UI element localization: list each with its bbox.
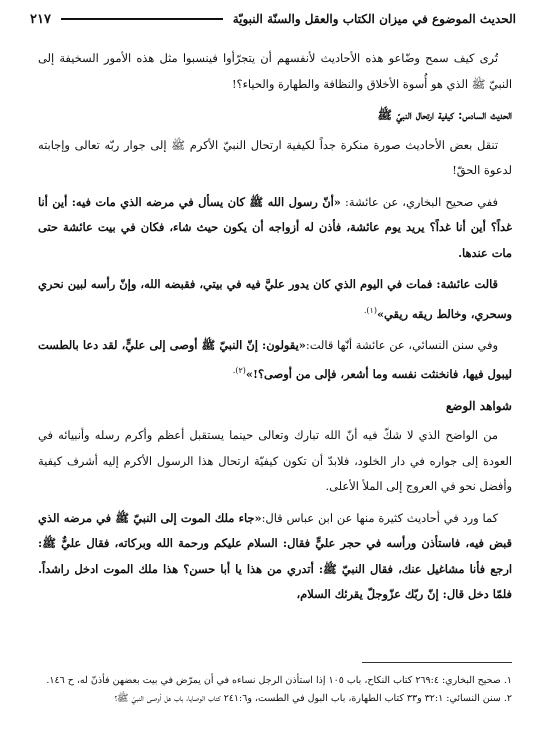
hadith-quote-3: «يقولون: إنّ النبيّ ﷺ أوصى إلى عليٍّ، لقد دعا بالطست ليبول فيها، فانخنثت نفسه وما أشعر، فإلى من أوصى؟!» <box>38 337 512 382</box>
hadith-quote-2: قالت عائشة: فمات في اليوم الذي كان يدور عليَّ فيه في بيتي، فقبضه الله، وإنّ رأسه لبين نحري وسحري، وخالط ريقه ريقي» <box>38 277 512 321</box>
running-title: الحديث الموضوع في ميزان الكتاب والعقل والسنّة النبويّة <box>232 12 516 26</box>
paragraph-7 <box>38 506 512 608</box>
paragraph-2: تنقل بعض الأحاديث صورة منكرة جداً لكيفية ارتحال النبيّ الأكرم ﷺ إلى جوار ربّه تعالى وإجابته لدعوة الحقّ! <box>38 137 512 177</box>
paragraph-6: من الواضح الذي لا شكّ فيه أنّ الله تبارك وتعالى حينما يستقبل أعظم وأكرم رسله وأنبيائه في العودة إلى جواره في دار الخلود، فلابدّ أن تكون كيفيّة ارتحال هذا الرسول الأكرم إليه أشرف كيفية وأفضل نحو في العروج إلى الملأ الأعلى. <box>38 428 512 494</box>
main-text <box>38 46 512 614</box>
hadith-quote-1: «أنّ رسول الله ﷺ كان يسأل في مرضه الذي مات فيه: أين أنا غداً؟ أين أنا غداً؟ يريد يوم عائشة، فأذن له أزواجه أن يكون حيث شاء، فكان في بيت عائشة حتى مات عندها. <box>38 194 512 260</box>
paragraph-1: تُرى كيف سمح وضّاعو هذه الأحاديث لأنفسهم أن يتجرّأوا فينسبوا مثل هذه الأمور السخيفة إلى النبيّ ﷺ الذي هو أُسوة الأخلاق والنظافة والطهارة والحياء؟! <box>38 51 512 91</box>
footnotes <box>30 672 512 708</box>
footnote-2: ٢. سنن النسائي: ٣٢:١ و٣٣ كتاب الطهارة، باب البول في الطست، و٢٤١:٦ كتاب الوصايا، باب هل أوصى النبيّ ﷺ؟ <box>114 693 512 704</box>
paragraph-4 <box>38 272 512 327</box>
paragraph-5 <box>38 333 512 388</box>
header-rule <box>61 18 223 20</box>
footnote-ref-1: (١). <box>363 305 377 315</box>
footnote-1: ١. صحيح البخاري: ٢٦٩:٤ كتاب النكاح، باب ١٠٥ إذا استأذن الرجل نساءه في أن يمرّض في بيت بعضهن فأذنّ له، ح ١٤٦. <box>46 675 512 686</box>
footnote-ref-2: (٢). <box>232 366 246 376</box>
footnote-rule <box>362 662 512 663</box>
paragraph-3 <box>38 190 512 267</box>
section-heading-2: شواهد الوضع <box>445 398 512 413</box>
paragraph-3-intro: ففي صحيح البخاري، عن عائشة: <box>345 194 499 209</box>
paragraph-7-intro: كما ورد في أحاديث كثيرة منها عن ابن عباس قال: <box>261 510 498 525</box>
page-header <box>30 8 516 30</box>
section-heading-1: الحديث السادس: كيفية ارتحال النبيّ ﷺ <box>377 108 512 122</box>
hadith-quote-4: «جاء ملك الموت إلى النبيّ ﷺ في مرضه الذي قبض فيه، فاستأذن ورأسه في حجر عليٍّ فقال: السلام عليكم ورحمة الله وبركاته، فقال عليٌّ ﷺ: ارجع فأنا مشاغيل عنك، فقال النبيّ ﷺ: أتدري من هذا يا أبا حسن؟ هذا ملك الموت ادخل راشداً. فلمّا دخل قال: إنّ ربّك عزّوجلّ يقرئك السلام، <box>38 510 512 602</box>
page-number: ٢١٧ <box>30 11 51 27</box>
paragraph-5-intro: وفي سنن النسائي، عن عائشة أنّها قالت: <box>305 337 498 352</box>
